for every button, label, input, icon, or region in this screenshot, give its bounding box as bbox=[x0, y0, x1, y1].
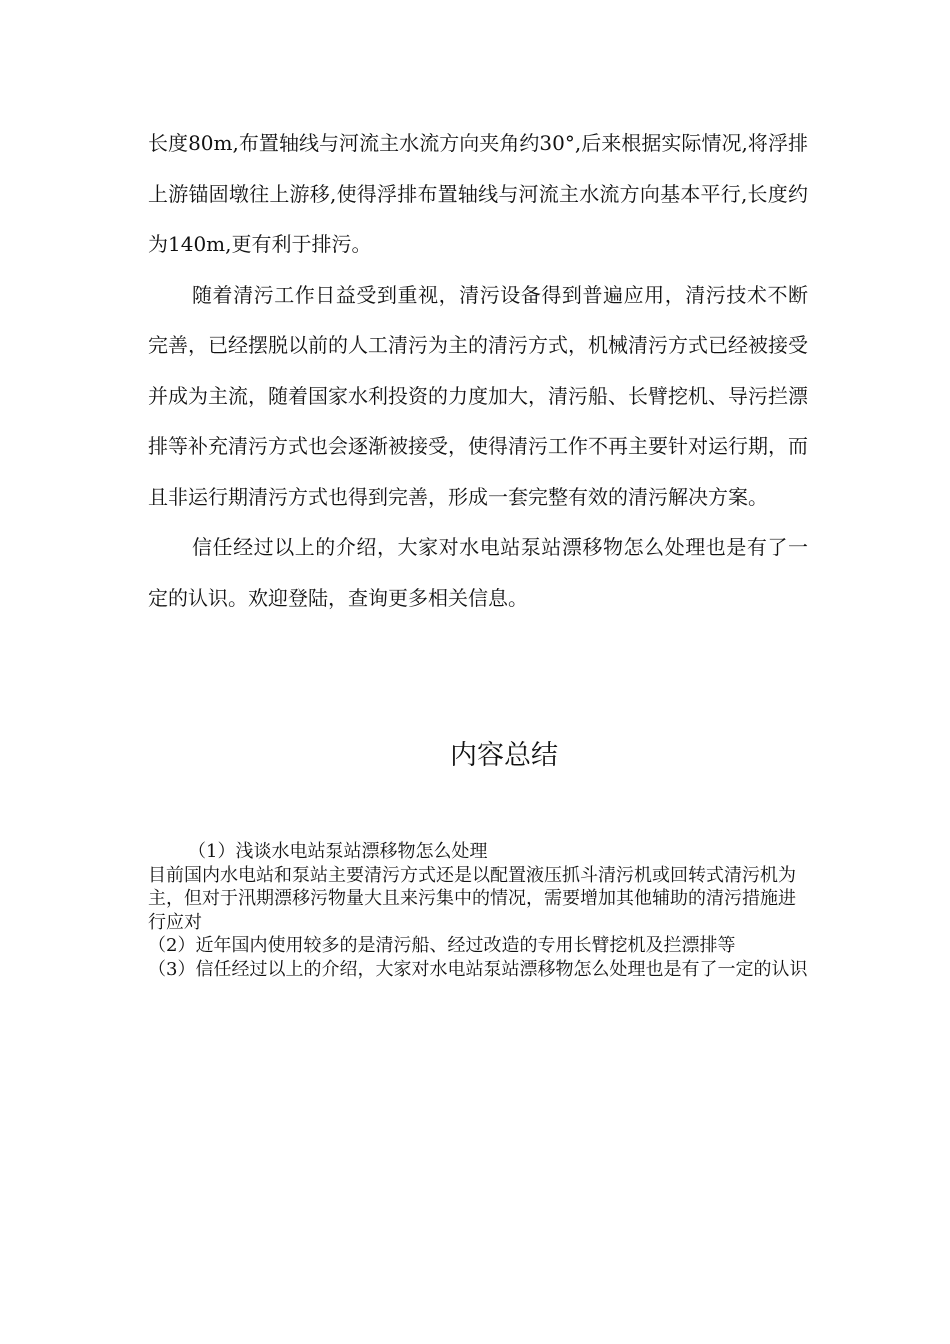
body-text bbox=[148, 118, 808, 623]
paragraph-2: 随着清污工作日益受到重视，清污设备得到普遍应用，清污技术不断完善，已经摆脱以前的人工清污为主的清污方式，机械清污方式已经被接受并成为主流，随着国家水利投资的力度加大，清污船、长臂挖机、导污拦漂排等补充清污方式也会逐渐被接受，使得清污工作不再主要针对运行期，而且非运行期清污方式也得到完善，形成一套完整有效的清污解决方案。 bbox=[148, 282, 808, 509]
summary-item-1: （1）浅谈水电站泵站漂移物怎么处理 bbox=[188, 841, 488, 862]
summary-item-2: 目前国内水电站和泵站主要清污方式还是以配置液压抓斗清污机或回转式清污机为主，但对于汛期漂移污物量大且来污集中的情况，需要增加其他辅助的清污措施进行应对 bbox=[148, 864, 796, 933]
paragraph-1: 长度80m,布置轴线与河流主水流方向夹角约30°,后来根据实际情况,将浮排上游锚固墩往上游移,使得浮排布置轴线与河流主水流方向基本平行,长度约为140m,更有利于排污。 bbox=[148, 131, 808, 256]
summary-item-3: （2）近年国内使用较多的是清污船、经过改造的专用长臂挖机及拦漂排等 bbox=[148, 935, 736, 956]
summary-item-4: （3）信任经过以上的介绍，大家对水电站泵站漂移物怎么处理也是有了一定的认识 bbox=[148, 958, 808, 980]
paragraph-3: 信任经过以上的介绍，大家对水电站泵站漂移物怎么处理也是有了一定的认识。欢迎登陆，查询更多相关信息。 bbox=[148, 535, 808, 610]
summary-title: 内容总结 bbox=[450, 740, 558, 771]
summary-section bbox=[148, 840, 808, 981]
